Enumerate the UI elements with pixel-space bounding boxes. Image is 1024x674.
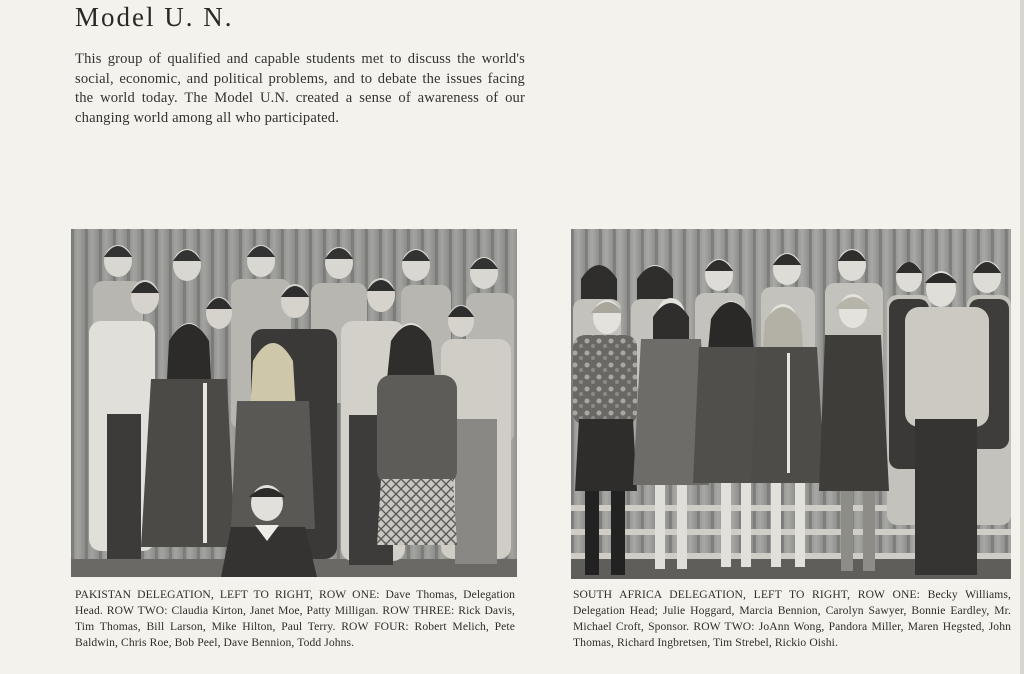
south-africa-delegation-caption: SOUTH AFRICA DELEGATION, LEFT TO RIGHT, ROW ONE: Becky Williams, Delegation Head; Julie Hoggard, Marcia Bennion, Carolyn Sawyer, Bonnie Eardley, Mr. Michael Croft, Sponsor. ROW TWO: JoAnn Wong, Pandora Miller, Maren Hegsted, John Thomas, Richard Ingbretsen, Tim Strebel, Rickio Oishi. (573, 588, 1011, 650)
page-title: Model U. N. (75, 2, 234, 32)
intro-paragraph: This group of qualified and capable students met to discuss the world's social, economic, and political problems, and to debate the issues facing the world today. The Model U.N. created a sense of awareness of our changing world among all who participated. (75, 51, 525, 127)
pakistan-delegation-photo (71, 229, 517, 577)
south-africa-delegation-photo (571, 229, 1011, 579)
pakistan-delegation-caption: PAKISTAN DELEGATION, LEFT TO RIGHT, ROW ONE: Dave Thomas, Delegation Head. ROW TWO: Claudia Kirton, Janet Moe, Patty Milligan. ROW THREE: Rick Davis, Tim Thomas, Bill Larson, Mike Hilton, Paul Terry. ROW FOUR: Robert Melich, Pete Baldwin, Chris Roe, Bob Peel, Dave Bennion, Todd Johns. (75, 588, 515, 650)
page-edge (1020, 0, 1024, 674)
